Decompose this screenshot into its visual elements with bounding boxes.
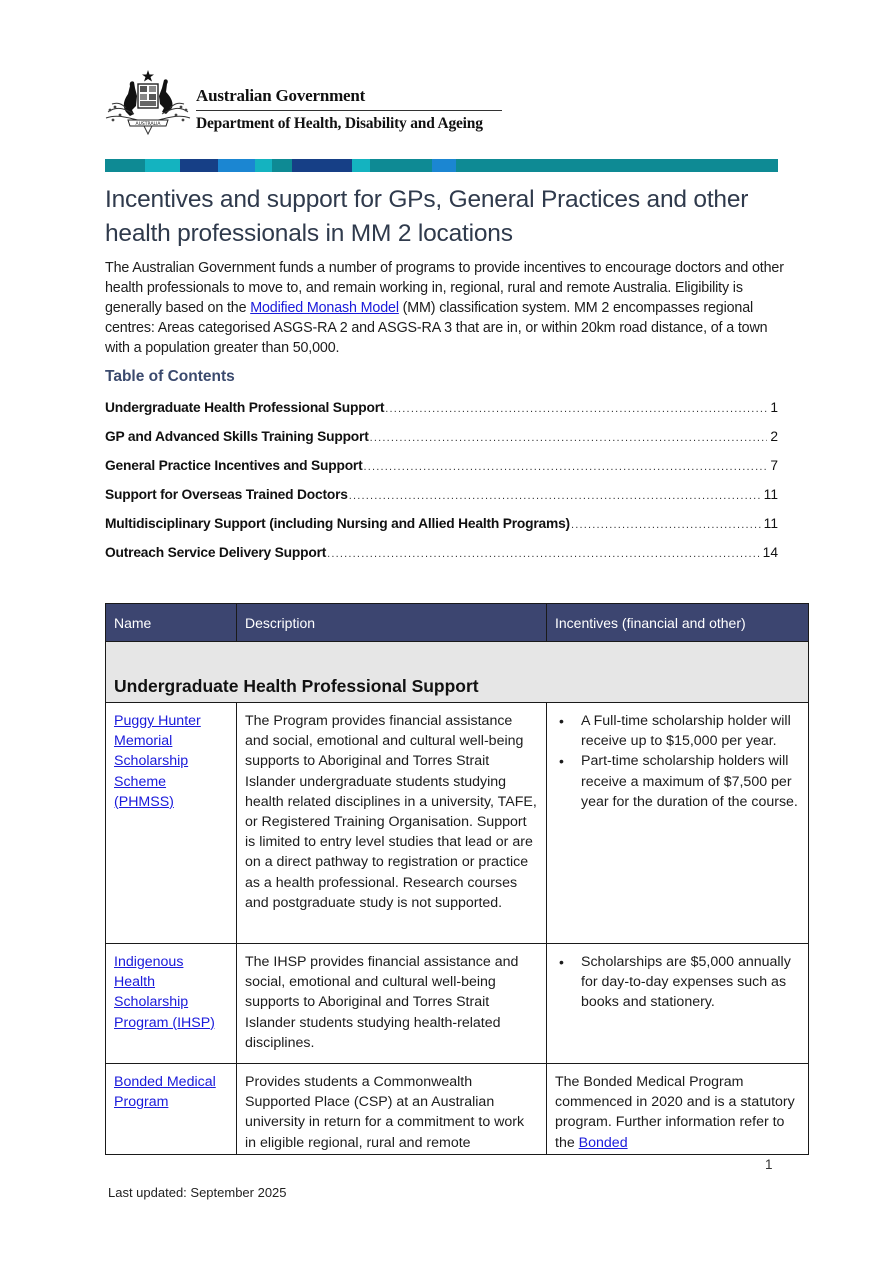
- toc-entry-title[interactable]: Multidisciplinary Support (including Nursing and Allied Health Programs): [105, 516, 570, 531]
- toc-leader: [349, 490, 761, 502]
- toc-entry-page: 1: [770, 400, 778, 415]
- band-segment: [145, 159, 180, 172]
- incentive-item: • Scholarships are $5,000 annually for day-to-day expenses such as books and stationery.: [581, 952, 800, 1013]
- table-section-row: [106, 642, 809, 703]
- program-description: The Program provides financial assistance and social, emotional and cultural well-being supports to Aboriginal and Torres Strait Islander undergraduate students studying health related disciplines in a university, TAFE, or Registered Training Organisation. Support is limited to entry level studies that lead or are on a direct pathway to registration or practice as a health professional. Research courses and postgraduate study is not supported.: [237, 703, 547, 944]
- toc-leader: [327, 548, 760, 560]
- program-description: Provides students a Commonwealth Supported Place (CSP) at an Australian university in return for a commitment to work in eligible regional, rural and remote: [237, 1064, 547, 1155]
- band-segment: [456, 159, 778, 172]
- toc-leader: [364, 461, 768, 473]
- program-name-cell: [106, 944, 237, 1064]
- modified-monash-model-link[interactable]: Modified Monash Model: [250, 300, 399, 316]
- program-link[interactable]: Bonded Medical Program: [114, 1074, 216, 1111]
- program-link[interactable]: Indigenous Health Scholarship Program (IHSP): [114, 954, 215, 1031]
- incentives-list: [555, 711, 800, 812]
- band-segment: [105, 159, 145, 172]
- toc-entry-title[interactable]: GP and Advanced Skills Training Support: [105, 429, 369, 444]
- program-name-cell: [106, 1064, 237, 1155]
- program-link[interactable]: Puggy Hunter Memorial Scholarship Scheme (PHMSS): [114, 713, 201, 810]
- toc-entry-page: 11: [763, 516, 778, 531]
- intro-paragraph: [105, 258, 795, 358]
- band-segment: [218, 159, 255, 172]
- toc-leader: [385, 403, 767, 415]
- color-band: [105, 159, 778, 172]
- toc-entry-page: 7: [770, 458, 778, 473]
- program-description: The IHSP provides financial assistance and social, emotional and cultural well-being supports to Aboriginal and Torres Strait Islander students studying health-related disciplines.: [237, 944, 547, 1064]
- svg-text:AUSTRALIA: AUSTRALIA: [135, 122, 161, 127]
- band-segment: [255, 159, 272, 172]
- band-segment: [370, 159, 432, 172]
- toc-entry-title[interactable]: Support for Overseas Trained Doctors: [105, 487, 348, 502]
- column-header-incentives: Incentives (financial and other): [547, 604, 809, 642]
- table-header-row: [106, 604, 809, 642]
- band-segment: [272, 159, 292, 172]
- toc-leader: [370, 432, 768, 444]
- toc-heading: Table of Contents: [105, 368, 235, 385]
- table-of-contents: [105, 400, 778, 574]
- section-heading: Undergraduate Health Professional Support: [106, 642, 809, 703]
- toc-entry[interactable]: [105, 429, 778, 458]
- incentive-item: • Part-time scholarship holders will receive a maximum of $7,500 per year for the duration of the course.: [581, 751, 800, 812]
- incentives-text: The Bonded Medical Program commenced in 2020 and is a statutory program. Further information refer to the: [555, 1074, 795, 1151]
- table-row: [106, 1064, 809, 1155]
- band-segment: [180, 159, 218, 172]
- table-row: [106, 944, 809, 1064]
- document-title: Incentives and support for GPs, General Practices and other health professionals in MM 2 locations: [105, 186, 749, 247]
- toc-entry[interactable]: [105, 400, 778, 429]
- program-incentives: [547, 944, 809, 1064]
- column-header-name: Name: [106, 604, 237, 642]
- department-name: Department of Health, Disability and Ageing: [196, 115, 483, 132]
- page-number: 1: [765, 1157, 773, 1172]
- incentive-item: • A Full-time scholarship holder will receive up to $15,000 per year.: [581, 711, 800, 751]
- toc-entry-title[interactable]: Undergraduate Health Professional Support: [105, 400, 385, 415]
- toc-leader: [571, 519, 761, 531]
- toc-entry-title[interactable]: Outreach Service Delivery Support: [105, 545, 327, 560]
- toc-entry-page: 11: [763, 487, 778, 502]
- program-name-cell: [106, 703, 237, 944]
- toc-entry[interactable]: [105, 516, 778, 545]
- program-incentives: [547, 703, 809, 944]
- toc-entry-page: 14: [762, 545, 778, 560]
- table-row: [106, 703, 809, 944]
- government-name: Australian Government: [196, 86, 366, 105]
- toc-entry[interactable]: [105, 545, 778, 574]
- toc-entry[interactable]: [105, 487, 778, 516]
- band-segment: [432, 159, 456, 172]
- programs-table: [105, 603, 809, 1155]
- program-incentives: [547, 1064, 809, 1155]
- band-segment: [292, 159, 352, 172]
- bonded-program-link[interactable]: Bonded: [578, 1134, 628, 1151]
- logo-divider: [196, 110, 502, 111]
- intro-text: (MM) classification system. MM 2 encompasses regional centres: Areas categorised ASGS-RA 2 and ASGS-RA 3 that are in, or within 20km road distance, of a town with a population greater than 50,000.: [105, 300, 768, 356]
- coat-of-arms-icon: [104, 68, 192, 138]
- last-updated: Last updated: September 2025: [108, 1185, 287, 1200]
- band-segment: [352, 159, 370, 172]
- incentives-list: [555, 952, 800, 1013]
- toc-entry[interactable]: [105, 458, 778, 487]
- column-header-description: Description: [237, 604, 547, 642]
- toc-entry-page: 2: [770, 429, 778, 444]
- intro-text: The Australian Government funds a number of programs to provide incentives to encourage doctors and other health professionals to move to, and remain working in, regional, rural and remote Australia. Eligibility is generally based on the: [105, 260, 784, 316]
- toc-entry-title[interactable]: General Practice Incentives and Support: [105, 458, 363, 473]
